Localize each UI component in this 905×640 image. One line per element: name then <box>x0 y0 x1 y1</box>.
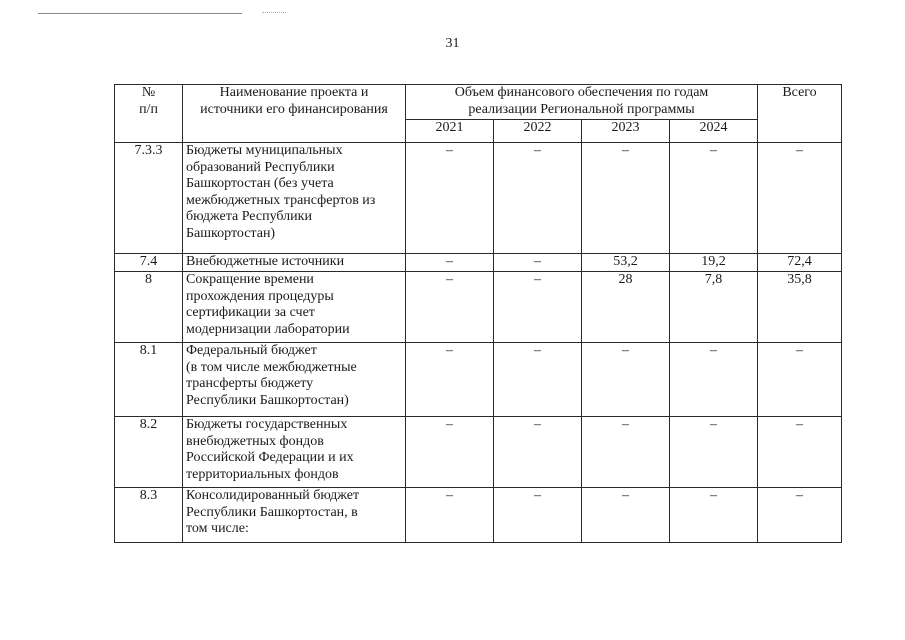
row-number: 7.3.3 <box>115 143 183 254</box>
row-number: 8.2 <box>115 417 183 488</box>
row-value-2021: – <box>406 143 494 254</box>
row-value-2023: 53,2 <box>582 254 670 272</box>
row-value-2022: – <box>494 254 582 272</box>
header-year: 2024 <box>670 120 758 143</box>
header-name: Наименование проекта и источники его финансирования <box>183 85 406 143</box>
row-number: 8.1 <box>115 343 183 417</box>
row-value-2021: – <box>406 343 494 417</box>
header-total: Всего <box>758 85 842 143</box>
table-row <box>115 488 842 543</box>
row-name: Сокращение времени прохождения процедуры сертификации за счет модернизации лаборатории <box>183 272 406 343</box>
row-name: Бюджеты государственных внебюджетных фондов Российской Федерации и их территориальных фондов <box>183 417 406 488</box>
row-value-2022: – <box>494 143 582 254</box>
row-value-2024: – <box>670 143 758 254</box>
row-value-2023: – <box>582 143 670 254</box>
header-funding: Объем финансового обеспечения по годам реализации Региональной программы <box>406 85 758 120</box>
table-row <box>115 254 842 272</box>
row-value-2022: – <box>494 488 582 543</box>
row-name: Федеральный бюджет (в том числе межбюджетные трансферты бюджету Республики Башкортостан) <box>183 343 406 417</box>
row-value-total: – <box>758 143 842 254</box>
table-row <box>115 272 842 343</box>
top-rule-dots <box>262 12 286 13</box>
row-value-total: 72,4 <box>758 254 842 272</box>
header-year: 2023 <box>582 120 670 143</box>
row-value-2021: – <box>406 254 494 272</box>
table-row <box>115 143 842 254</box>
row-value-2022: – <box>494 417 582 488</box>
row-value-2022: – <box>494 343 582 417</box>
row-value-2024: – <box>670 417 758 488</box>
row-name: Бюджеты муниципальных образований Республики Башкортостан (без учета межбюджетных трансфертов из бюджета Республики Башкортостан) <box>183 143 406 254</box>
row-value-2021: – <box>406 272 494 343</box>
table-row <box>115 343 842 417</box>
row-value-2024: – <box>670 488 758 543</box>
budget-table <box>114 84 842 543</box>
top-rule <box>38 13 242 14</box>
row-value-total: 35,8 <box>758 272 842 343</box>
row-number: 8.3 <box>115 488 183 543</box>
row-value-2023: 28 <box>582 272 670 343</box>
row-value-2023: – <box>582 488 670 543</box>
row-value-2024: – <box>670 343 758 417</box>
row-number: 8 <box>115 272 183 343</box>
header-num: № п/п <box>115 85 183 143</box>
row-value-total: – <box>758 343 842 417</box>
row-name: Внебюджетные источники <box>183 254 406 272</box>
row-value-2023: – <box>582 417 670 488</box>
table-row <box>115 417 842 488</box>
row-value-total: – <box>758 488 842 543</box>
header-row <box>115 85 842 120</box>
row-number: 7.4 <box>115 254 183 272</box>
header-year: 2022 <box>494 120 582 143</box>
header-year: 2021 <box>406 120 494 143</box>
row-value-2021: – <box>406 417 494 488</box>
row-value-total: – <box>758 417 842 488</box>
row-value-2021: – <box>406 488 494 543</box>
page-number: 31 <box>445 36 460 51</box>
row-value-2023: – <box>582 343 670 417</box>
row-value-2022: – <box>494 272 582 343</box>
row-value-2024: 19,2 <box>670 254 758 272</box>
row-value-2024: 7,8 <box>670 272 758 343</box>
row-name: Консолидированный бюджет Республики Башкортостан, в том числе: <box>183 488 406 543</box>
